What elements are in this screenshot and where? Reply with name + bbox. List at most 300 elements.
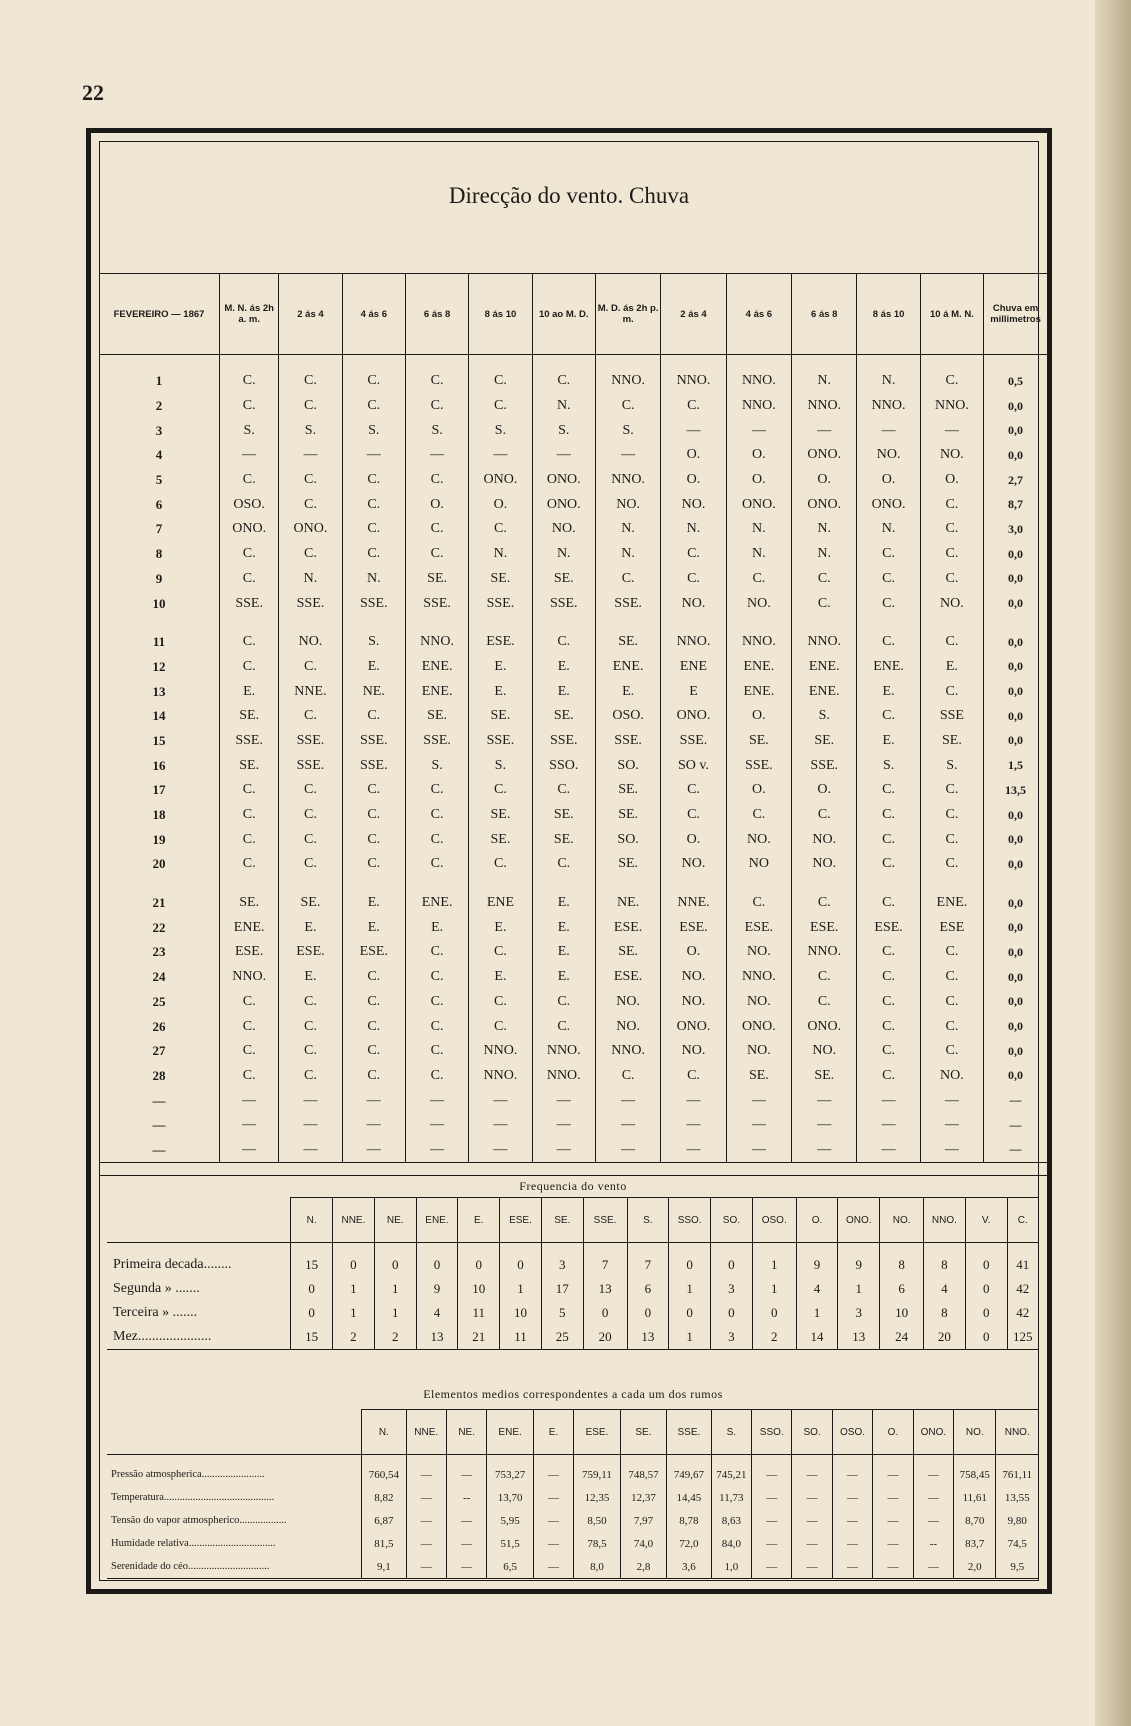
value-cell: 74,5	[996, 1532, 1039, 1555]
wind-cell: —	[342, 1088, 405, 1113]
column-header: M. N. ás 2h a. m.	[220, 274, 279, 355]
column-header: ONO.	[913, 1410, 953, 1455]
row-label: Temperatura..........................................	[107, 1486, 362, 1509]
column-header: 6 ás 8	[792, 274, 857, 355]
wind-cell: SE.	[469, 827, 532, 852]
column-header: ESE.	[500, 1198, 542, 1243]
page-edge-shadow	[1095, 0, 1131, 1726]
wind-cell: O.	[405, 492, 468, 517]
table-row	[99, 803, 1047, 828]
column-header: 6 ás 8	[405, 274, 468, 355]
wind-cell: O.	[726, 443, 791, 468]
count-cell: 1	[796, 1301, 838, 1325]
wind-cell: NO.	[726, 827, 791, 852]
wind-cell: C.	[532, 630, 595, 655]
row-label: Tensão do vapor atmospherico..................	[107, 1509, 362, 1532]
wind-cell: C.	[279, 852, 342, 877]
day-cell: 22	[152, 919, 166, 935]
value-cell: —	[752, 1509, 792, 1532]
count-cell: 42	[1007, 1301, 1038, 1325]
wind-cell: SSE.	[342, 753, 405, 778]
wind-cell: C.	[595, 567, 660, 592]
column-header: ESE.	[574, 1410, 620, 1455]
wind-cell: NO.	[532, 517, 595, 542]
wind-cell: —	[220, 1113, 279, 1138]
wind-cell: NNO.	[469, 1064, 532, 1089]
wind-cell: ESE.	[857, 915, 920, 940]
count-cell: 0	[965, 1277, 1007, 1301]
wind-cell: C.	[220, 655, 279, 680]
wind-cell: C.	[792, 965, 857, 990]
gap-cell	[984, 616, 1047, 630]
wind-cell: N.	[661, 517, 726, 542]
wind-cell: E.	[342, 655, 405, 680]
wind-cell: NNO.	[595, 1039, 660, 1064]
wind-cell: ENE.	[857, 655, 920, 680]
wind-cell: O.	[857, 468, 920, 493]
wind-cell: —	[857, 1138, 920, 1163]
wind-cell: C.	[595, 1064, 660, 1089]
rain-cell: 0,0	[984, 990, 1047, 1015]
gap-cell	[726, 355, 791, 370]
wind-cell: O.	[726, 778, 791, 803]
wind-cell: —	[792, 1113, 857, 1138]
wind-cell: —	[857, 1113, 920, 1138]
count-cell: 0	[711, 1301, 753, 1325]
column-header: SSO.	[752, 1410, 792, 1455]
wind-cell: C.	[342, 492, 405, 517]
value-cell: 759,11	[574, 1455, 620, 1487]
count-cell: 0	[291, 1277, 333, 1301]
wind-cell: ESE.	[220, 940, 279, 965]
wind-cell: SE.	[595, 630, 660, 655]
wind-cell: S.	[857, 753, 920, 778]
value-cell: 14,45	[667, 1486, 711, 1509]
rain-cell: 0,0	[984, 827, 1047, 852]
wind-cell: C.	[792, 990, 857, 1015]
table-row	[99, 517, 1047, 542]
wind-cell: E.	[532, 940, 595, 965]
wind-cell: NO.	[279, 630, 342, 655]
wind-cell: C.	[792, 591, 857, 616]
wind-cell: C.	[857, 803, 920, 828]
wind-cell: C.	[342, 778, 405, 803]
table-row	[107, 1277, 1039, 1301]
wind-cell: S.	[469, 418, 532, 443]
wind-cell: OSO.	[220, 492, 279, 517]
value-cell: 745,21	[711, 1455, 751, 1487]
wind-cell: ESE.	[595, 915, 660, 940]
wind-cell: NO.	[792, 1039, 857, 1064]
wind-cell: ESE.	[279, 940, 342, 965]
value-cell: 12,37	[620, 1486, 666, 1509]
wind-cell: NNO.	[792, 630, 857, 655]
gap-cell	[792, 877, 857, 891]
wind-cell: S.	[595, 418, 660, 443]
wind-cell: E.	[532, 679, 595, 704]
value-cell: —	[752, 1532, 792, 1555]
day-cell: 5	[155, 472, 163, 488]
count-cell: 0	[416, 1243, 458, 1278]
gap-cell	[984, 877, 1047, 891]
wind-cell: C.	[220, 852, 279, 877]
wind-cell: —	[532, 1138, 595, 1163]
column-header: 8 ás 10	[469, 274, 532, 355]
wind-cell: C.	[857, 827, 920, 852]
wind-cell: ONO.	[792, 443, 857, 468]
wind-cell: C.	[661, 778, 726, 803]
wind-cell: —	[469, 1138, 532, 1163]
table-row	[99, 567, 1047, 592]
wind-cell: ENE.	[792, 655, 857, 680]
wind-cell: —	[726, 1088, 791, 1113]
wind-cell: SSE.	[220, 591, 279, 616]
gap-cell	[920, 877, 983, 891]
wind-cell: C.	[857, 704, 920, 729]
column-header: ENE.	[487, 1410, 533, 1455]
wind-cell: ENE.	[405, 679, 468, 704]
count-cell: 9	[796, 1243, 838, 1278]
wind-cell: NO.	[792, 827, 857, 852]
wind-cell: N.	[469, 542, 532, 567]
wind-cell: C.	[857, 1039, 920, 1064]
count-cell: 24	[880, 1325, 924, 1350]
day-cell: 4	[155, 447, 163, 463]
value-cell: 8,0	[574, 1555, 620, 1579]
wind-cell: NNO.	[661, 630, 726, 655]
wind-cell: —	[920, 1138, 983, 1163]
wind-cell: C.	[469, 852, 532, 877]
table-row	[99, 369, 1047, 394]
wind-cell: —	[857, 1088, 920, 1113]
column-header: NE.	[446, 1410, 486, 1455]
gap-cell	[532, 877, 595, 891]
count-cell: 4	[924, 1277, 966, 1301]
value-cell: —	[873, 1555, 913, 1579]
value-cell: 760,54	[362, 1455, 406, 1487]
wind-cell: —	[342, 1113, 405, 1138]
wind-cell: —	[792, 418, 857, 443]
count-cell: 0	[965, 1243, 1007, 1278]
wind-cell: ONO.	[857, 492, 920, 517]
day-cell: 8	[155, 546, 163, 562]
table-row	[99, 679, 1047, 704]
gap-cell	[595, 877, 660, 891]
day-cell: —	[99, 1138, 220, 1163]
wind-cell: N.	[792, 542, 857, 567]
column-header: E.	[533, 1410, 573, 1455]
gap-cell	[532, 355, 595, 370]
gap-cell	[342, 616, 405, 630]
section-divider	[99, 1175, 1047, 1176]
day-cell: 17	[152, 782, 166, 798]
table-row	[99, 1039, 1047, 1064]
wind-cell: S.	[792, 704, 857, 729]
frequency-corner	[107, 1198, 291, 1243]
row-label: Terceira » .......	[107, 1301, 291, 1325]
wind-cell: C.	[220, 803, 279, 828]
day-cell: 7	[155, 521, 163, 537]
wind-cell: NNO.	[220, 965, 279, 990]
value-cell: —	[832, 1509, 872, 1532]
column-header: N.	[362, 1410, 406, 1455]
wind-cell: C.	[279, 468, 342, 493]
count-cell: 20	[583, 1325, 627, 1350]
value-cell: —	[533, 1555, 573, 1579]
wind-cell: NNO.	[469, 1039, 532, 1064]
wind-cell: ENE.	[405, 655, 468, 680]
day-cell: 27	[152, 1043, 166, 1059]
wind-cell: SO.	[595, 753, 660, 778]
wind-cell: ONO.	[792, 492, 857, 517]
count-cell: 0	[965, 1325, 1007, 1350]
column-header: NNO.	[924, 1198, 966, 1243]
table-row	[99, 1088, 1047, 1113]
table-row	[99, 418, 1047, 443]
count-cell: 3	[541, 1243, 583, 1278]
wind-cell: C.	[920, 567, 983, 592]
elements-title: Elementos medios correspondentes a cada um dos rumos	[423, 1387, 723, 1401]
value-cell: —	[446, 1532, 486, 1555]
page-number: 22	[82, 80, 104, 105]
value-cell: —	[873, 1509, 913, 1532]
count-cell: 13	[838, 1325, 880, 1350]
gap-cell	[405, 877, 468, 891]
count-cell: 17	[541, 1277, 583, 1301]
wind-cell: C.	[342, 468, 405, 493]
wind-cell: ENE.	[726, 679, 791, 704]
value-cell: 72,0	[667, 1532, 711, 1555]
wind-cell: NNE.	[661, 891, 726, 916]
value-cell: —	[752, 1555, 792, 1579]
gap-cell	[920, 616, 983, 630]
row-label: Mez.....................	[107, 1325, 291, 1350]
wind-cell: C.	[920, 517, 983, 542]
wind-cell: —	[469, 1113, 532, 1138]
gap-cell	[661, 355, 726, 370]
value-cell: 84,0	[711, 1532, 751, 1555]
wind-cell: —	[279, 1113, 342, 1138]
wind-cell: C.	[342, 852, 405, 877]
rain-cell: 0,0	[984, 567, 1047, 592]
table-row	[99, 729, 1047, 754]
wind-cell: —	[405, 1113, 468, 1138]
rain-cell: 0,0	[984, 915, 1047, 940]
wind-cell: C.	[220, 990, 279, 1015]
day-cell: 3	[155, 422, 163, 438]
wind-cell: NNO.	[792, 394, 857, 419]
wind-cell: C.	[469, 369, 532, 394]
wind-cell: C.	[279, 394, 342, 419]
wind-cell: C.	[405, 1039, 468, 1064]
count-cell: 8	[924, 1243, 966, 1278]
value-cell: --	[913, 1532, 953, 1555]
gap-cell	[99, 877, 220, 891]
wind-cell: E.	[857, 729, 920, 754]
value-cell: 83,7	[954, 1532, 996, 1555]
wind-cell: SE.	[792, 729, 857, 754]
wind-cell: —	[595, 1138, 660, 1163]
value-cell: 3,6	[667, 1555, 711, 1579]
count-cell: 6	[627, 1277, 669, 1301]
count-cell: 7	[627, 1243, 669, 1278]
value-cell: —	[792, 1555, 832, 1579]
wind-cell: C.	[920, 940, 983, 965]
rain-cell: 1,5	[984, 753, 1047, 778]
wind-cell: E.	[469, 679, 532, 704]
day-cell: —	[152, 1092, 166, 1108]
wind-cell: C.	[220, 1039, 279, 1064]
wind-cell: SE.	[532, 704, 595, 729]
wind-cell: NO.	[726, 591, 791, 616]
gap-cell	[726, 877, 791, 891]
count-cell: 14	[796, 1325, 838, 1350]
column-header: V.	[965, 1198, 1007, 1243]
wind-cell: SE.	[595, 940, 660, 965]
wind-cell: C.	[920, 679, 983, 704]
value-cell: —	[533, 1455, 573, 1487]
table-row	[99, 1113, 1047, 1138]
wind-cell: SSE.	[661, 729, 726, 754]
gap-cell	[469, 877, 532, 891]
wind-cell: C.	[342, 965, 405, 990]
gap-cell	[220, 616, 279, 630]
wind-cell: C.	[532, 990, 595, 1015]
wind-cell: E.	[342, 915, 405, 940]
rain-cell: 0,0	[984, 1014, 1047, 1039]
wind-cell: —	[532, 1088, 595, 1113]
wind-cell: —	[595, 1113, 660, 1138]
rain-cell: —	[984, 1088, 1047, 1113]
value-cell: 74,0	[620, 1532, 666, 1555]
wind-cell: E.	[857, 679, 920, 704]
wind-cell: C.	[920, 1039, 983, 1064]
wind-cell: C.	[405, 369, 468, 394]
wind-cell: C.	[342, 542, 405, 567]
wind-cell: —	[469, 1088, 532, 1113]
wind-cell: —	[595, 443, 660, 468]
table-row	[99, 704, 1047, 729]
day-cell: —	[152, 1117, 166, 1133]
value-cell: —	[406, 1486, 446, 1509]
wind-cell: C.	[342, 803, 405, 828]
day-cell: 28	[152, 1067, 166, 1083]
count-cell: 6	[880, 1277, 924, 1301]
wind-cell: N.	[279, 567, 342, 592]
wind-cell: ONO.	[726, 1014, 791, 1039]
wind-cell: C.	[726, 567, 791, 592]
row-label: Segunda » .......	[107, 1277, 291, 1301]
wind-cell: NO.	[661, 990, 726, 1015]
wind-cell: SE.	[405, 704, 468, 729]
column-header: SSE.	[667, 1410, 711, 1455]
value-cell: —	[406, 1555, 446, 1579]
column-header: O.	[873, 1410, 913, 1455]
table-row	[99, 990, 1047, 1015]
wind-cell: SE.	[532, 567, 595, 592]
wind-cell: NO.	[661, 591, 726, 616]
wind-cell: N.	[342, 567, 405, 592]
wind-cell: NO.	[595, 1014, 660, 1039]
count-cell: 7	[583, 1243, 627, 1278]
value-cell: 81,5	[362, 1532, 406, 1555]
column-header: 10 ao M. D.	[532, 274, 595, 355]
wind-cell: N.	[726, 542, 791, 567]
wind-cell: NNO.	[595, 468, 660, 493]
column-header: FEVEREIRO — 1867	[99, 274, 220, 355]
column-header: SO.	[792, 1410, 832, 1455]
table-row	[107, 1325, 1039, 1350]
table-row	[107, 1532, 1039, 1555]
value-cell: —	[913, 1509, 953, 1532]
wind-cell: C.	[920, 803, 983, 828]
count-cell: 42	[1007, 1277, 1038, 1301]
wind-cell: SSE.	[726, 753, 791, 778]
wind-cell: SE.	[595, 852, 660, 877]
value-cell: 78,5	[574, 1532, 620, 1555]
column-header: SE.	[620, 1410, 666, 1455]
column-header: NNE.	[406, 1410, 446, 1455]
day-cell: 1	[155, 373, 163, 389]
value-cell: 2,8	[620, 1555, 666, 1579]
value-cell: —	[832, 1486, 872, 1509]
wind-cell: C.	[342, 1014, 405, 1039]
wind-cell: S.	[342, 418, 405, 443]
wind-cell: C.	[220, 394, 279, 419]
wind-cell: —	[792, 1088, 857, 1113]
wind-cell: —	[661, 1138, 726, 1163]
count-cell: 0	[965, 1301, 1007, 1325]
rain-cell: 0,0	[984, 1039, 1047, 1064]
wind-cell: NO.	[920, 443, 983, 468]
value-cell: —	[533, 1509, 573, 1532]
value-cell: —	[873, 1532, 913, 1555]
value-cell: 12,35	[574, 1486, 620, 1509]
column-header: NO.	[954, 1410, 996, 1455]
wind-cell: ESE.	[342, 940, 405, 965]
decade-gap	[99, 877, 1047, 891]
wind-cell: SE.	[220, 704, 279, 729]
value-cell: —	[752, 1486, 792, 1509]
value-cell: —	[446, 1555, 486, 1579]
wind-cell: —	[792, 1138, 857, 1163]
wind-cell: ENE.	[405, 891, 468, 916]
rain-cell: 0,0	[984, 418, 1047, 443]
wind-cell: E	[661, 679, 726, 704]
wind-cell: C.	[405, 803, 468, 828]
rain-cell: 0,0	[984, 655, 1047, 680]
wind-cell: C.	[342, 990, 405, 1015]
value-cell: 9,5	[996, 1555, 1039, 1579]
gap-cell	[661, 616, 726, 630]
count-cell: 10	[500, 1301, 542, 1325]
wind-cell: C.	[792, 803, 857, 828]
wind-cell: —	[532, 1113, 595, 1138]
gap-cell	[469, 355, 532, 370]
column-header: NNE.	[333, 1198, 375, 1243]
wind-cell: C.	[405, 827, 468, 852]
value-cell: —	[832, 1555, 872, 1579]
value-cell: 8,50	[574, 1509, 620, 1532]
rain-cell: 0,0	[984, 729, 1047, 754]
wind-cell: C.	[405, 965, 468, 990]
table-row	[99, 492, 1047, 517]
wind-cell: C.	[857, 852, 920, 877]
count-cell: 8	[880, 1243, 924, 1278]
table-row	[99, 542, 1047, 567]
rain-cell: 0,0	[984, 394, 1047, 419]
count-cell: 0	[752, 1301, 796, 1325]
